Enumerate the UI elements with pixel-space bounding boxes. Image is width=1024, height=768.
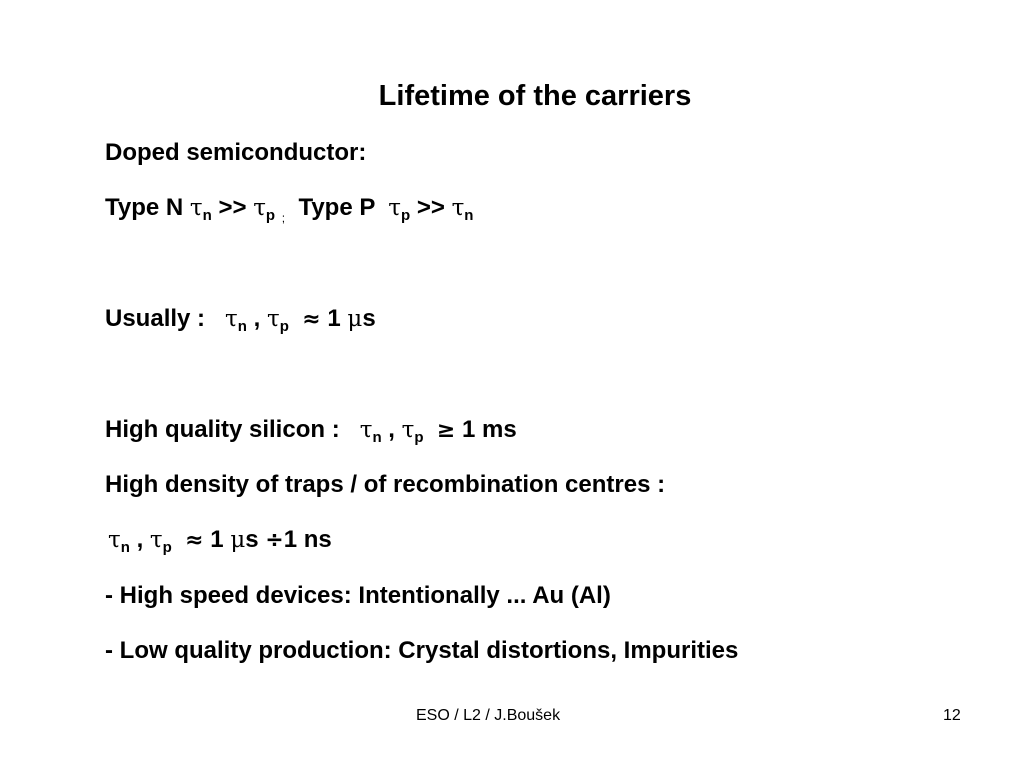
tau-symbol: τ xyxy=(225,306,238,332)
comma: , xyxy=(136,526,144,553)
high-quality-silicon-line xyxy=(105,415,517,446)
lifetime-value: 1 xyxy=(327,305,341,332)
mu-symbol: μ xyxy=(230,527,246,553)
lifetime-value: 1 xyxy=(210,526,224,553)
page-number: 12 xyxy=(943,707,961,724)
usually-label: Usually : xyxy=(105,305,206,332)
tau-subscript: n xyxy=(464,207,474,224)
unit: s xyxy=(362,305,376,332)
bullet-low-quality-production: - Low quality production: Crystal distortions, Impurities xyxy=(105,637,739,664)
tau-subscript: p xyxy=(401,207,411,224)
tau-subscript: p xyxy=(265,207,276,224)
doped-semiconductor-heading: Doped semiconductor: xyxy=(105,139,367,166)
much-greater-sign: >> xyxy=(416,194,445,221)
tau-subscript: p xyxy=(279,318,289,335)
type-n-label: Type N xyxy=(105,194,184,221)
tau-subscript: p xyxy=(414,429,424,446)
slide-title: Lifetime of the carriers xyxy=(378,80,692,112)
tau-subscript: p xyxy=(162,539,172,556)
comma: , xyxy=(388,416,395,443)
much-greater-sign: >> xyxy=(218,194,247,221)
tau-subscript: n xyxy=(202,207,212,224)
tau-subscript: n xyxy=(120,539,130,556)
tau-symbol: τ xyxy=(388,195,402,221)
tau-symbol: τ xyxy=(266,306,280,332)
tau-symbol: τ xyxy=(451,195,465,221)
bullet-high-speed-devices: - High speed devices: Intentionally ... Au (Al) xyxy=(105,582,611,609)
lifetime-value: 1 ns xyxy=(283,526,332,553)
usually-lifetime-line xyxy=(105,304,376,335)
tau-subscript: n xyxy=(237,318,247,335)
mu-symbol: μ xyxy=(347,306,363,332)
traps-heading: High density of traps / of recombination centres : xyxy=(105,471,666,498)
approx-symbol: ≈ xyxy=(302,307,321,332)
tau-symbol: τ xyxy=(108,527,121,553)
tau-symbol: τ xyxy=(189,195,203,221)
type-lifetime-line xyxy=(105,193,473,223)
separator: ; xyxy=(281,211,286,225)
tau-symbol: τ xyxy=(149,527,163,553)
geq-symbol: ≥ xyxy=(436,418,456,443)
tau-symbol: τ xyxy=(401,417,415,443)
type-p-label: Type P xyxy=(298,194,375,221)
approx-symbol: ≈ xyxy=(185,528,204,553)
footer-author: ESO / L2 / J.Boušek xyxy=(416,707,561,724)
tau-symbol: τ xyxy=(359,417,373,443)
division-symbol: ÷ xyxy=(265,528,284,553)
tau-symbol: τ xyxy=(253,195,266,221)
traps-lifetime-line xyxy=(108,525,332,556)
unit: s xyxy=(245,526,259,553)
comma: , xyxy=(253,305,261,332)
lifetime-value: 1 ms xyxy=(461,416,517,443)
high-quality-label: High quality silicon : xyxy=(105,416,340,443)
tau-subscript: n xyxy=(372,429,382,446)
